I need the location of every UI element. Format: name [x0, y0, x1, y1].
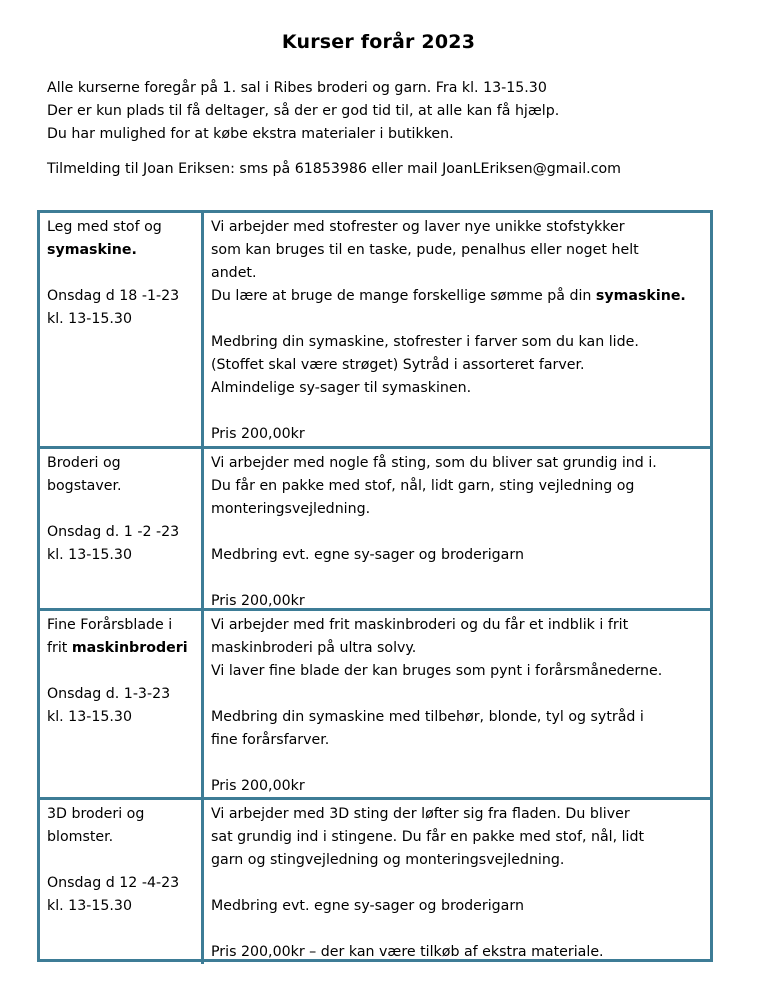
- course-date: Onsdag d. 1 -2 -23: [47, 524, 180, 540]
- course-description-cell: [204, 449, 710, 608]
- course-desc-line: garn og stingvejledning og monteringsvejledning.: [211, 852, 565, 868]
- course-row: [40, 608, 710, 797]
- course-description-cell: [204, 611, 710, 797]
- intro-line-signup: Tilmelding til Joan Eriksen: sms på 61853986 eller mail JoanLEriksen@gmail.com: [47, 161, 621, 177]
- course-description-cell: [204, 213, 710, 446]
- intro-line-location: Alle kurserne foregår på 1. sal i Ribes broderi og garn. Fra kl. 13-15.30: [47, 80, 547, 96]
- course-desc-line: Du får en pakke med stof, nål, lidt garn, sting vejledning og: [211, 478, 635, 494]
- course-name: 3D broderi og: [47, 806, 145, 822]
- course-name: Leg med stof og: [47, 219, 162, 235]
- course-name: bogstaver.: [47, 478, 122, 494]
- course-price: Pris 200,00kr: [211, 778, 305, 794]
- course-desc-line: Vi arbejder med stofrester og laver nye unikke stofstykker: [211, 219, 625, 235]
- course-desc-line: monteringsvejledning.: [211, 501, 371, 517]
- course-price: Pris 200,00kr – der kan være tilkøb af ekstra materiale.: [211, 944, 604, 960]
- course-info-cell: [40, 611, 204, 797]
- course-desc-line: Vi arbejder med frit maskinbroderi og du får et indblik i frit: [211, 617, 629, 633]
- course-row: [40, 213, 710, 446]
- course-name-bold: maskinbroderi: [71, 640, 188, 656]
- course-bring-line: Almindelige sy-sager til symaskinen.: [211, 380, 472, 396]
- course-desc-bold: symaskine.: [595, 288, 686, 304]
- course-info-cell: [40, 800, 204, 964]
- course-bring-line: (Stoffet skal være strøget) Sytråd i assorteret farver.: [211, 357, 585, 373]
- course-time: kl. 13-15.30: [47, 709, 132, 725]
- course-name-bold: symaskine.: [47, 242, 137, 258]
- intro-line-participants: Der er kun plads til få deltager, så der er god tid til, at alle kan få hjælp.: [47, 103, 560, 119]
- course-bring-line: fine forårsfarver.: [211, 732, 330, 748]
- course-name: blomster.: [47, 829, 114, 845]
- course-date: Onsdag d. 1-3-23: [47, 686, 171, 702]
- course-row: [40, 446, 710, 608]
- course-price: Pris 200,00kr: [211, 426, 305, 442]
- courses-table: [37, 210, 713, 962]
- intro-line-materials: Du har mulighed for at købe ekstra materialer i butikken.: [47, 126, 454, 142]
- course-date: Onsdag d 12 -4-23: [47, 875, 180, 891]
- course-desc-line: sat grundig ind i stingene. Du får en pakke med stof, nål, lidt: [211, 829, 645, 845]
- course-name: frit maskinbroderi: [47, 640, 188, 656]
- course-time: kl. 13-15.30: [47, 898, 132, 914]
- course-desc-line: som kan bruges til en taske, pude, penalhus eller noget helt: [211, 242, 639, 258]
- course-name: Fine Forårsblade i: [47, 617, 173, 633]
- course-bring-line: Medbring evt. egne sy-sager og broderigarn: [211, 547, 524, 563]
- page-title: Kurser forår 2023: [281, 31, 476, 53]
- course-date: Onsdag d 18 -1-23: [47, 288, 180, 304]
- course-desc-line: Vi arbejder med 3D sting der løfter sig fra fladen. Du bliver: [211, 806, 630, 822]
- course-bring-line: Medbring din symaskine, stofrester i farver som du kan lide.: [211, 334, 639, 350]
- course-info-cell: [40, 213, 204, 446]
- course-price: Pris 200,00kr: [211, 593, 305, 609]
- course-time: kl. 13-15.30: [47, 311, 132, 327]
- course-bring-line: Medbring din symaskine med tilbehør, blonde, tyl og sytråd i: [211, 709, 644, 725]
- course-row: [40, 797, 710, 964]
- course-desc-line: Vi laver fine blade der kan bruges som pynt i forårsmånederne.: [211, 663, 663, 679]
- course-info-cell: [40, 449, 204, 608]
- course-name: Broderi og: [47, 455, 121, 471]
- course-desc-line: andet.: [211, 265, 257, 281]
- course-desc-line: Du lære at bruge de mange forskellige sømme på din symaskine.: [211, 288, 686, 304]
- course-bring-line: Medbring evt. egne sy-sager og broderigarn: [211, 898, 524, 914]
- course-desc-line: maskinbroderi på ultra solvy.: [211, 640, 417, 656]
- course-desc-line: Vi arbejder med nogle få sting, som du bliver sat grundig ind i.: [211, 455, 657, 471]
- course-time: kl. 13-15.30: [47, 547, 132, 563]
- course-description-cell: [204, 800, 710, 964]
- intro-section: [47, 77, 727, 181]
